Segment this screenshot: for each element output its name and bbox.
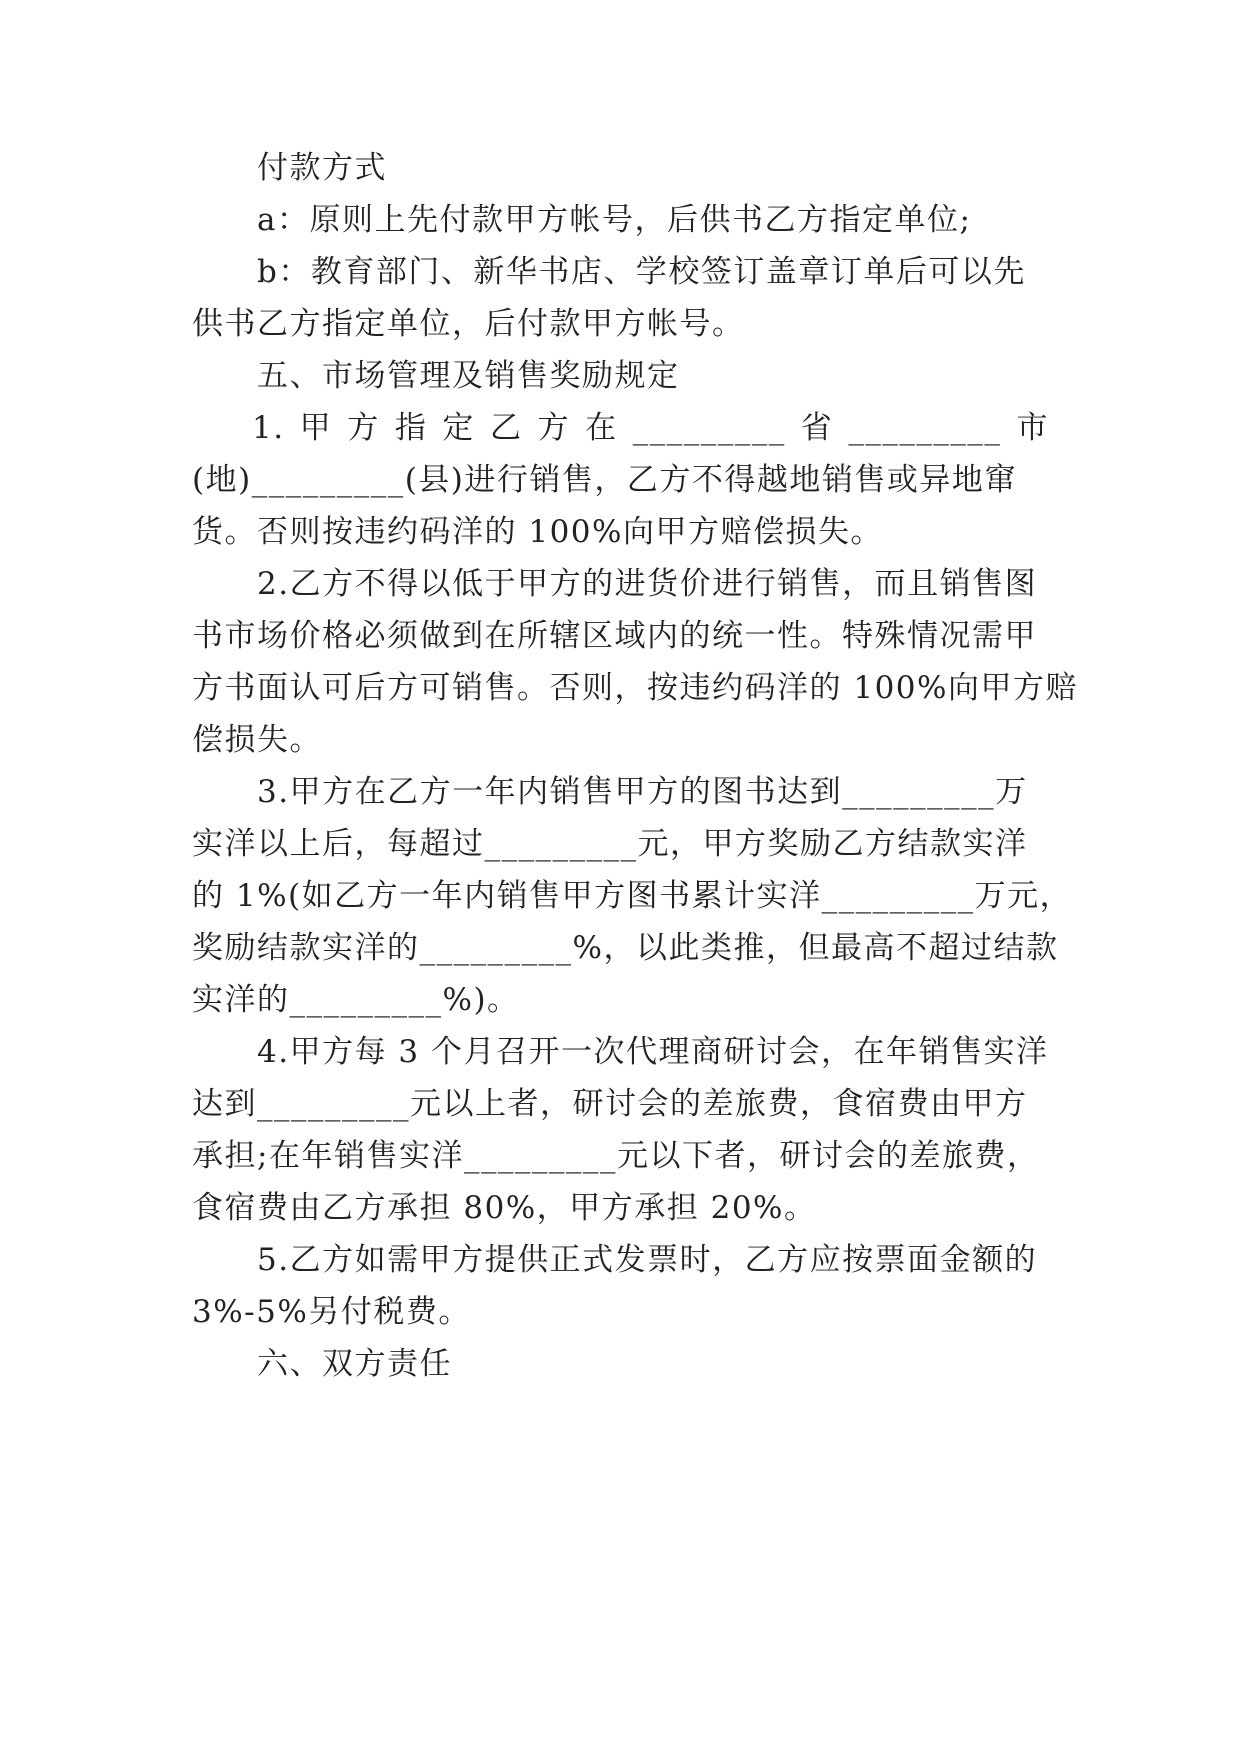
section-heading-market: 五、市场管理及销售奖励规定 bbox=[257, 358, 680, 394]
clause-1-word: 甲 bbox=[299, 410, 333, 446]
paragraph-line: 承担;在年销售实洋_________元以下者，研讨会的差旅费， bbox=[192, 1138, 1040, 1174]
paragraph-line: 食宿费由乙方承担 80%，甲方承担 20%。 bbox=[192, 1190, 817, 1226]
paragraph-line: 3%-5%另付税费。 bbox=[192, 1294, 471, 1330]
blank-field: _________ bbox=[848, 410, 1002, 446]
paragraph-line: 偿损失。 bbox=[192, 722, 322, 758]
clause-1-word: 1. bbox=[252, 410, 285, 446]
clause-1-word: 省 bbox=[800, 410, 834, 446]
paragraph-line: 2.乙方不得以低于甲方的进货价进行销售，而且销售图 bbox=[257, 566, 1038, 602]
clause-1-word: 指 bbox=[394, 410, 428, 446]
paragraph-line: 实洋以上后，每超过_________元，甲方奖励乙方结款实洋 bbox=[192, 826, 1028, 862]
paragraph-line: 供书乙方指定单位，后付款甲方帐号。 bbox=[192, 306, 745, 342]
paragraph-line: 货。否则按违约码洋的 100%向甲方赔偿损失。 bbox=[192, 514, 883, 550]
paragraph-line: 4.甲方每 3 个月召开一次代理商研讨会，在年销售实洋 bbox=[257, 1034, 1049, 1070]
clause-1-word: 市 bbox=[1016, 410, 1049, 446]
paragraph-line: 奖励结款实洋的_________%，以此类推，但最高不超过结款 bbox=[192, 930, 1059, 966]
clause-1-line bbox=[252, 408, 1049, 448]
paragraph-line: 5.乙方如需甲方提供正式发票时，乙方应按票面金额的 bbox=[257, 1242, 1038, 1278]
clause-1-word: 定 bbox=[442, 410, 475, 446]
blank-field: _________ bbox=[632, 410, 786, 446]
paragraph-line: 方书面认可后方可销售。否则，按违约码洋的 100%向甲方赔 bbox=[192, 670, 1078, 706]
paragraph-line: 书市场价格必须做到在所辖区域内的统一性。特殊情况需甲 bbox=[192, 618, 1037, 654]
paragraph-line: b：教育部门、新华书店、学校签订盖章订单后可以先 bbox=[257, 254, 1026, 290]
clause-1-word: 方 bbox=[347, 410, 380, 446]
section-heading-responsibilities: 六、双方责任 bbox=[257, 1346, 452, 1382]
paragraph-line: 实洋的_________%)。 bbox=[192, 982, 520, 1018]
clause-1-word: 乙 bbox=[489, 410, 523, 446]
paragraph-line: 达到_________元以上者，研讨会的差旅费，食宿费由甲方 bbox=[192, 1086, 1028, 1122]
paragraph-line: a：原则上先付款甲方帐号，后供书乙方指定单位; bbox=[257, 202, 972, 238]
clause-1-word: 在 bbox=[585, 410, 618, 446]
clause-1-word: 方 bbox=[537, 410, 571, 446]
section-heading-payment: 付款方式 bbox=[257, 150, 387, 186]
paragraph-line: 的 1%(如乙方一年内销售甲方图书累计实洋_________万元， bbox=[192, 878, 1073, 914]
paragraph-line: (地)_________(县)进行销售，乙方不得越地销售或异地窜 bbox=[192, 462, 1017, 498]
paragraph-line: 3.甲方在乙方一年内销售甲方的图书达到_________万 bbox=[257, 774, 1028, 810]
